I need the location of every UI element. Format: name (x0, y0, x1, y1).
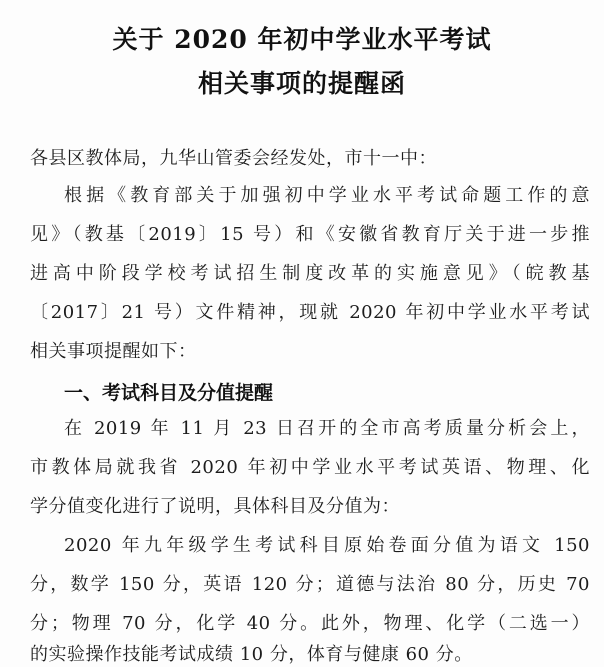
paragraph-2-line-3: 学分值变化进行了说明，具体科目及分值为： (30, 496, 400, 517)
paragraph-3-line-4: 的实验操作技能考试成绩 10 分，体育与健康 60 分。 (30, 644, 473, 665)
section-1-heading: 一、考试科目及分值提醒 (64, 382, 274, 404)
paragraph-1-line-4: 〔2017〕21 号）文件精神，现就 2020 年初中学业水平考试 (30, 302, 590, 323)
paragraph-1-line-3: 进高中阶段学校考试招生制度改革的实施意见》（皖教基 (30, 263, 590, 284)
paragraph-1-line-5: 相关事项提醒如下： (30, 341, 197, 362)
document-title-line-2: 相关事项的提醒函 (197, 69, 406, 98)
paragraph-3-line-2: 分，数学 150 分，英语 120 分；道德与法治 80 分，历史 70 (30, 574, 590, 595)
paragraph-3-line-1: 2020 年九年级学生考试科目原始卷面分值为语文 150 (64, 535, 590, 556)
paragraph-2-line-1: 在 2019 年 11 月 23 日召开的全市高考质量分析会上， (64, 418, 590, 439)
paragraph-3-line-3: 分；物理 70 分，化学 40 分。此外，物理、化学（二选一） (30, 613, 590, 634)
salutation: 各县区教体局，九华山管委会经发处，市十一中： (30, 148, 437, 169)
paragraph-1-line-1: 根据《教育部关于加强初中学业水平考试命题工作的意 (64, 185, 590, 206)
document-title-line-1: 关于 2020 年初中学业水平考试 (112, 25, 492, 54)
paragraph-1-line-2: 见》（教基〔2019〕15 号）和《安徽省教育厅关于进一步推 (30, 224, 590, 245)
paragraph-2-line-2: 市教体局就我省 2020 年初中学业水平考试英语、物理、化 (30, 457, 590, 478)
